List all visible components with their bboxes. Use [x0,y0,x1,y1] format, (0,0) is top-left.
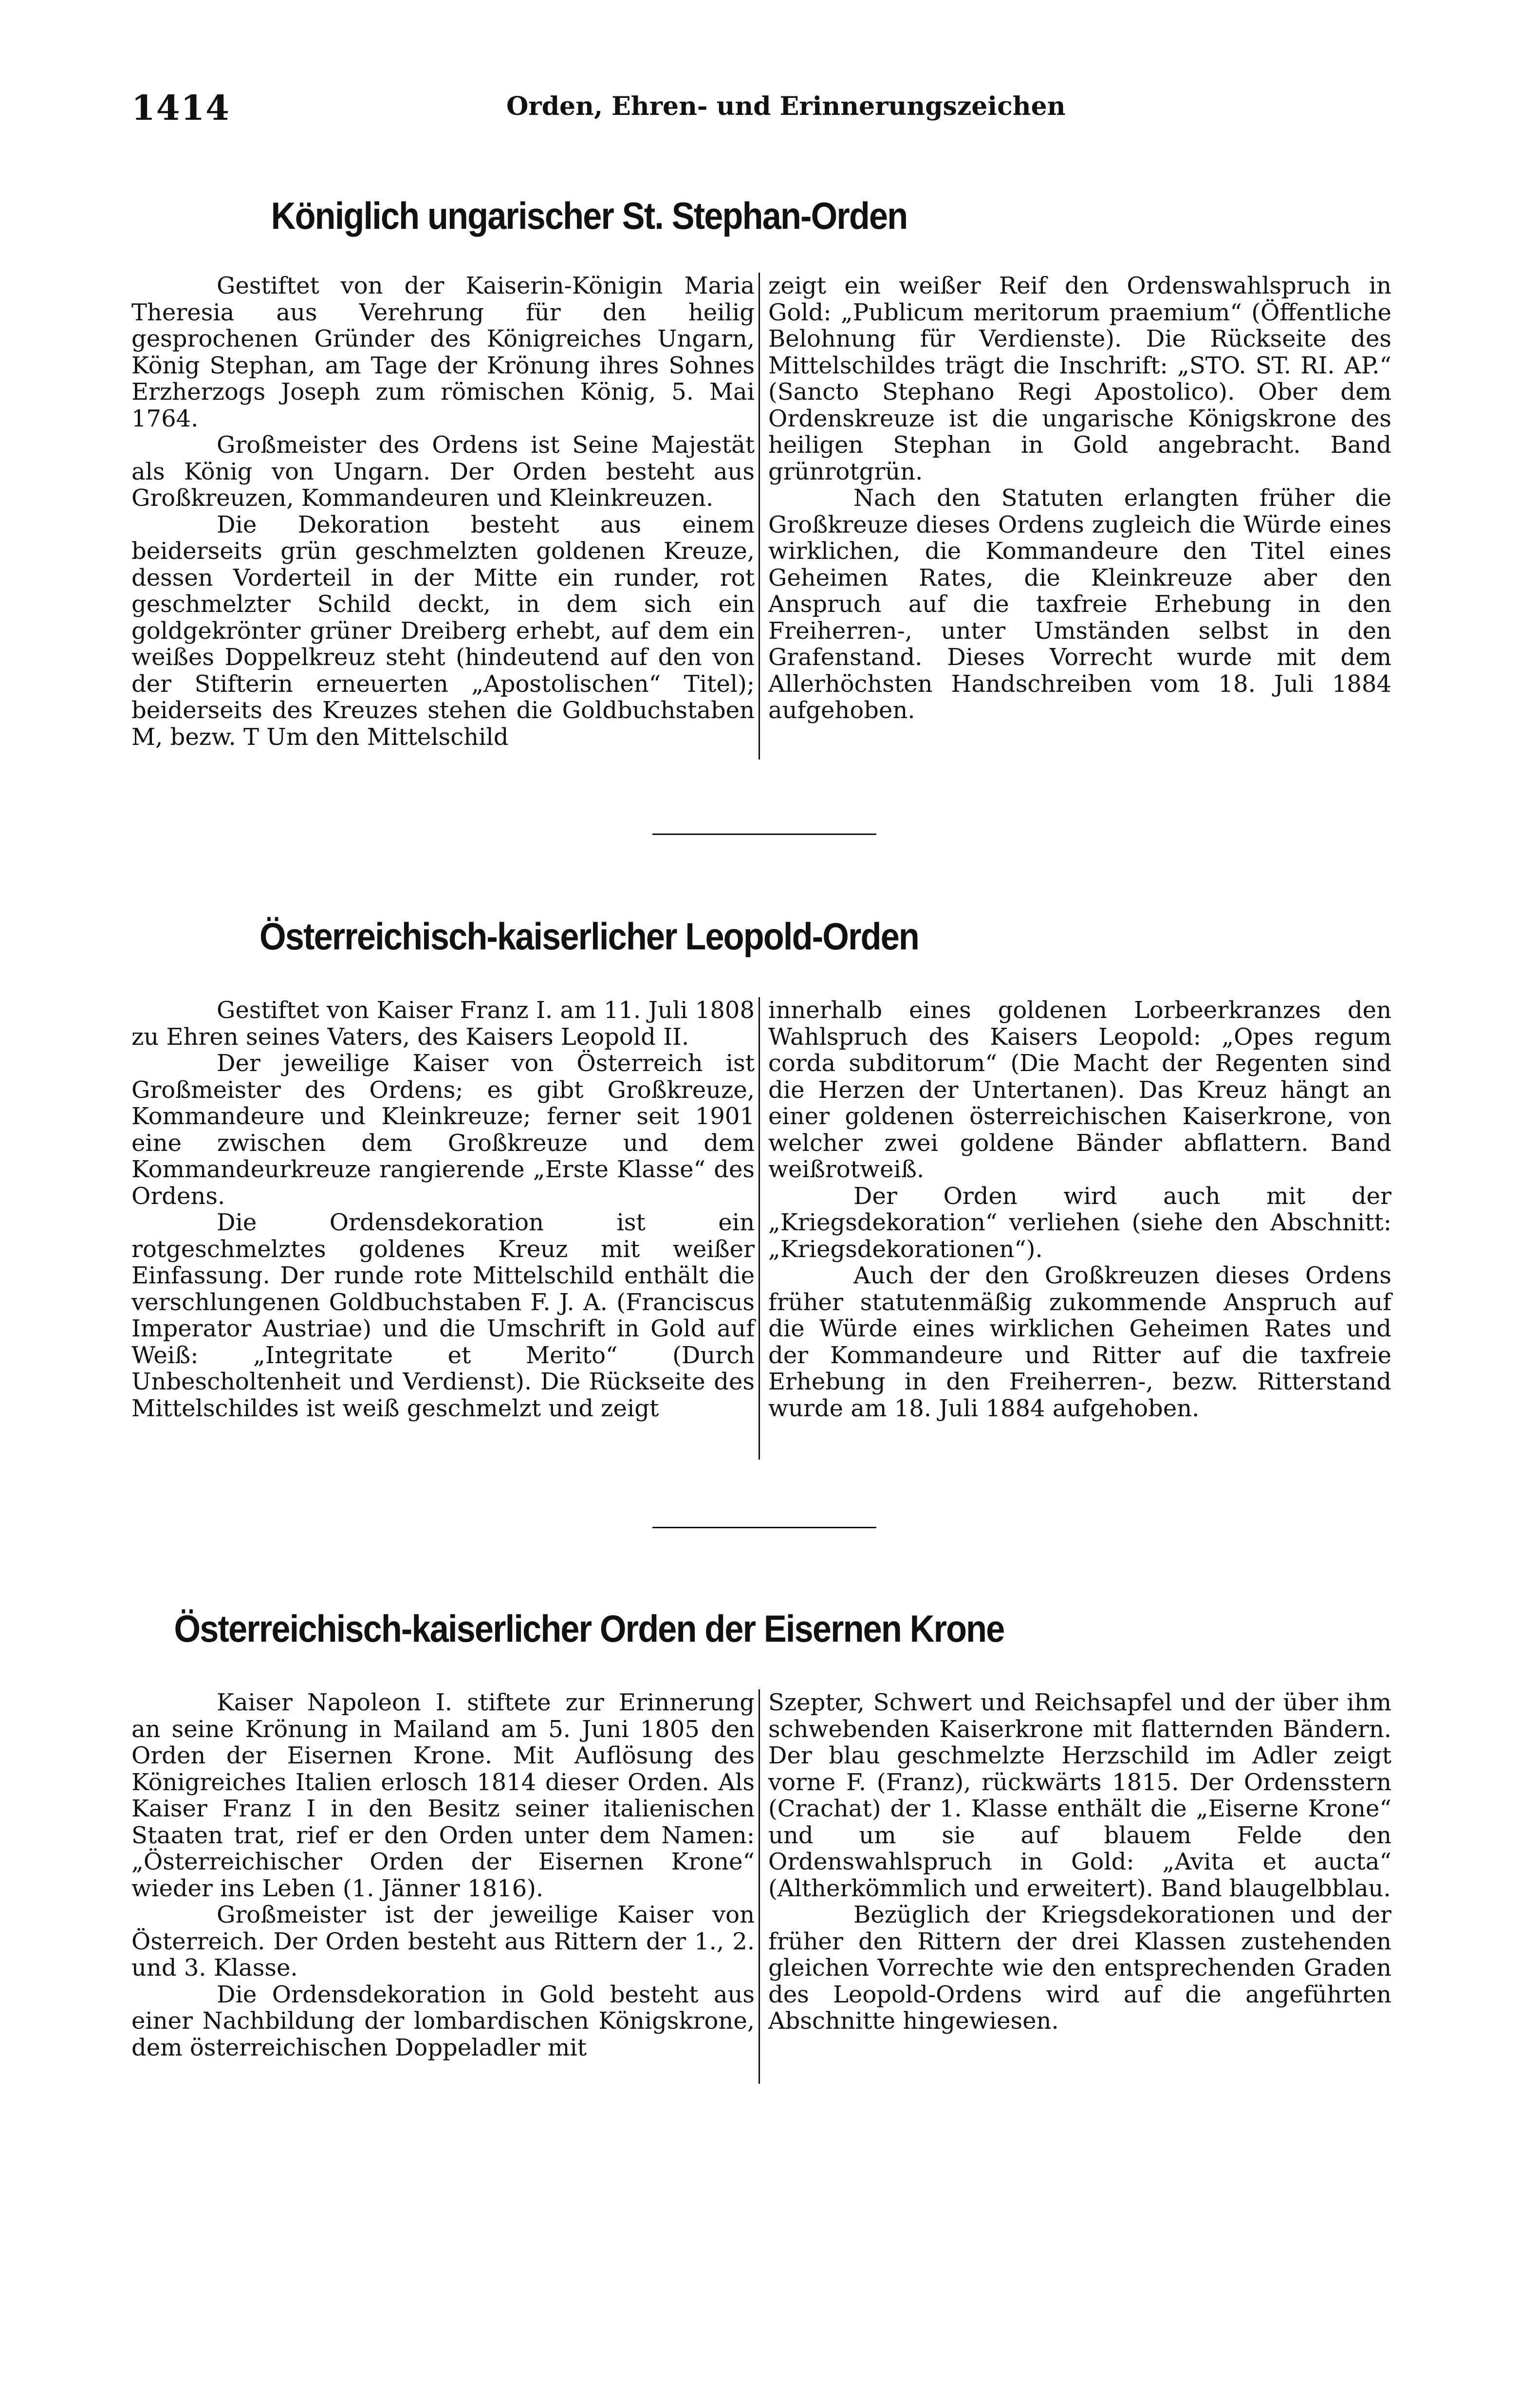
paragraph: Die Ordensdekoration in Gold besteht aus einer Nachbildung der lombardischen Königskrone, dem österreichischen Doppeladler mit [131,1981,755,2061]
column-divider [759,1689,760,2084]
paragraph: Die Dekoration besteht aus einem beiderseits grün geschmelzten goldenen Kreuze, dessen Vorderteil in der Mitte ein runder, rot geschmelzter Schild deckt, in dem sich ein goldgekrönter grüner Dreiberg erhebt, auf dem ein weißes Doppelkreuz steht (hindeutend auf den von der Stifterin erneuerten „Apostolischen“ Titel); beiderseits des Kreuzes stehen die Goldbuchstaben M, bezw. T Um den Mittelschild [131,511,755,751]
column-divider [759,273,760,759]
paragraph: Kaiser Napoleon I. stiftete zur Erinnerung an seine Krönung in Mailand am 5. Juni 1805 den Orden der Eisernen Krone. Mit Auflösung des Königreiches Italien erlosch 1814 dieser Orden. Als Kaiser Franz I in den Besitz seiner italienischen Staaten trat, rief er den Orden unter dem Namen: „Österreichischer Orden der Eisernen Krone“ wieder ins Leben (1. Jänner 1816). [131,1689,755,1902]
paragraph: Gestiftet von der Kaiserin-Königin Maria Theresia aus Verehrung für den heilig gesprochenen Gründer des Königreiches Ungarn, König Stephan, am Tage der Krönung ihres Sohnes Erzherzogs Joseph zum römischen König, 5. Mai 1764. [131,272,755,432]
section-title-eiserne-krone: Österreichisch-kaiserlicher Orden der Eisernen Krone [174,1607,1004,1650]
section-title-leopold: Österreichisch-kaiserlicher Leopold-Orden [259,915,919,958]
paragraph: Die Ordensdekoration ist ein rotgeschmelztes goldenes Kreuz mit weißer Einfassung. Der runde rote Mittelschild enthält die verschlungenen Goldbuchstaben F. J. A. (Franciscus Imperator Austriae) und die Umschrift in Gold auf Weiß: „Integritate et Merito“ (Durch Unbescholtenheit und Verdienst). Die Rückseite des Mittelschildes ist weiß geschmelzt und zeigt [131,1209,755,1422]
paragraph: Großmeister des Ordens ist Seine Majestät als König von Ungarn. Der Orden besteht aus Großkreuzen, Kommandeuren und Kleinkreuzen. [131,431,755,512]
section-leopold-left-column [131,997,755,1422]
section-stephan-right-column [768,273,1391,724]
running-header [131,88,1066,131]
section-eiserne-krone-right-column [768,1689,1391,2035]
paragraph: Szepter, Schwert und Reichsapfel und der über ihm schwebenden Kaiserkrone mit flatternden Bändern. Der blau geschmelzte Herzschild im Adler zeigt vorne F. (Franz), rückwärts 1815. Der Ordensstern (Crachat) der 1. Klasse enthält die „Eiserne Krone“ und um sie auf blauem Felde den Ordenswahlspruch in Gold: „Avita et aucta“ (Altherkömmlich und erweitert). Band blaugelbblau. [768,1689,1391,1902]
paragraph: Auch der den Großkreuzen dieses Ordens früher statutenmäßig zukommende Anspruch auf die Würde eines wirklichen Geheimen Rates und der Kommandeure und Ritter auf die taxfreie Erhebung in den Freiherren-, bezw. Ritterstand wurde am 18. Juli 1884 aufgehoben. [768,1262,1391,1422]
section-stephan-left-column [131,273,755,750]
section-leopold-right-column [768,997,1391,1422]
paragraph: Der Orden wird auch mit der „Kriegsdekoration“ verliehen (siehe den Abschnitt: „Kriegsdekorationen“). [768,1182,1391,1263]
paragraph: Gestiftet von Kaiser Franz I. am 11. Juli 1808 zu Ehren seines Vaters, des Kaisers Leopold II. [131,997,755,1051]
paragraph: zeigt ein weißer Reif den Ordenswahlspruch in Gold: „Publicum meritorum praemium“ (Öffentliche Belohnung für Verdienste). Die Rückseite des Mittelschildes trägt die Inschrift: „STO. ST. RI. AP.“ (Sancto Stephano Regi Apostolico). Ober dem Ordenskreuze ist die ungarische Königskrone des heiligen Stephan in Gold angebracht. Band grünrotgrün. [768,272,1391,485]
paragraph: innerhalb eines goldenen Lorbeerkranzes den Wahlspruch des Kaisers Leopold: „Opes regum corda subditorum“ (Die Macht der Regenten sind die Herzen der Untertanen). Das Kreuz hängt an einer goldenen österreichischen Kaiserkrone, von welcher zwei goldene Bänder abflattern. Band weißrotweiß. [768,997,1391,1183]
paragraph: Der jeweilige Kaiser von Österreich ist Großmeister des Ordens; es gibt Großkreuze, Kommandeure und Kleinkreuze; ferner seit 1901 eine zwischen dem Großkreuze und dem Kommandeurkreuze rangierende „Erste Klasse“ des Ordens. [131,1050,755,1210]
section-eiserne-krone-left-column [131,1689,755,2061]
page-number: 1414 [131,88,230,128]
running-title: Orden, Ehren- und Erinnerungszeichen [506,92,1066,121]
paragraph: Bezüglich der Kriegsdekorationen und der früher den Rittern der drei Klassen zustehenden gleichen Vorrechte wie den entsprechenden Graden des Leopold-Ordens wird auf die angeführten Abschnitte hingewiesen. [768,1901,1391,2035]
paragraph: Großmeister ist der jeweilige Kaiser von Österreich. Der Orden besteht aus Rittern der 1., 2. und 3. Klasse. [131,1901,755,1982]
section-separator [652,1527,876,1528]
paragraph: Nach den Statuten erlangten früher die Großkreuze dieses Ordens zugleich die Würde eines wirklichen, die Kommandeure den Titel eines Geheimen Rates, die Kleinkreuze aber den Anspruch auf die taxfreie Erhebung in den Freiherren-, unter Umständen selbst in den Grafenstand. Dieses Vorrecht wurde mit dem Allerhöchsten Handschreiben vom 18. Juli 1884 aufgehoben. [768,484,1391,724]
section-title-stephan: Königlich ungarischer St. Stephan-Orden [271,194,907,237]
section-separator [652,834,876,835]
column-divider [759,997,760,1460]
